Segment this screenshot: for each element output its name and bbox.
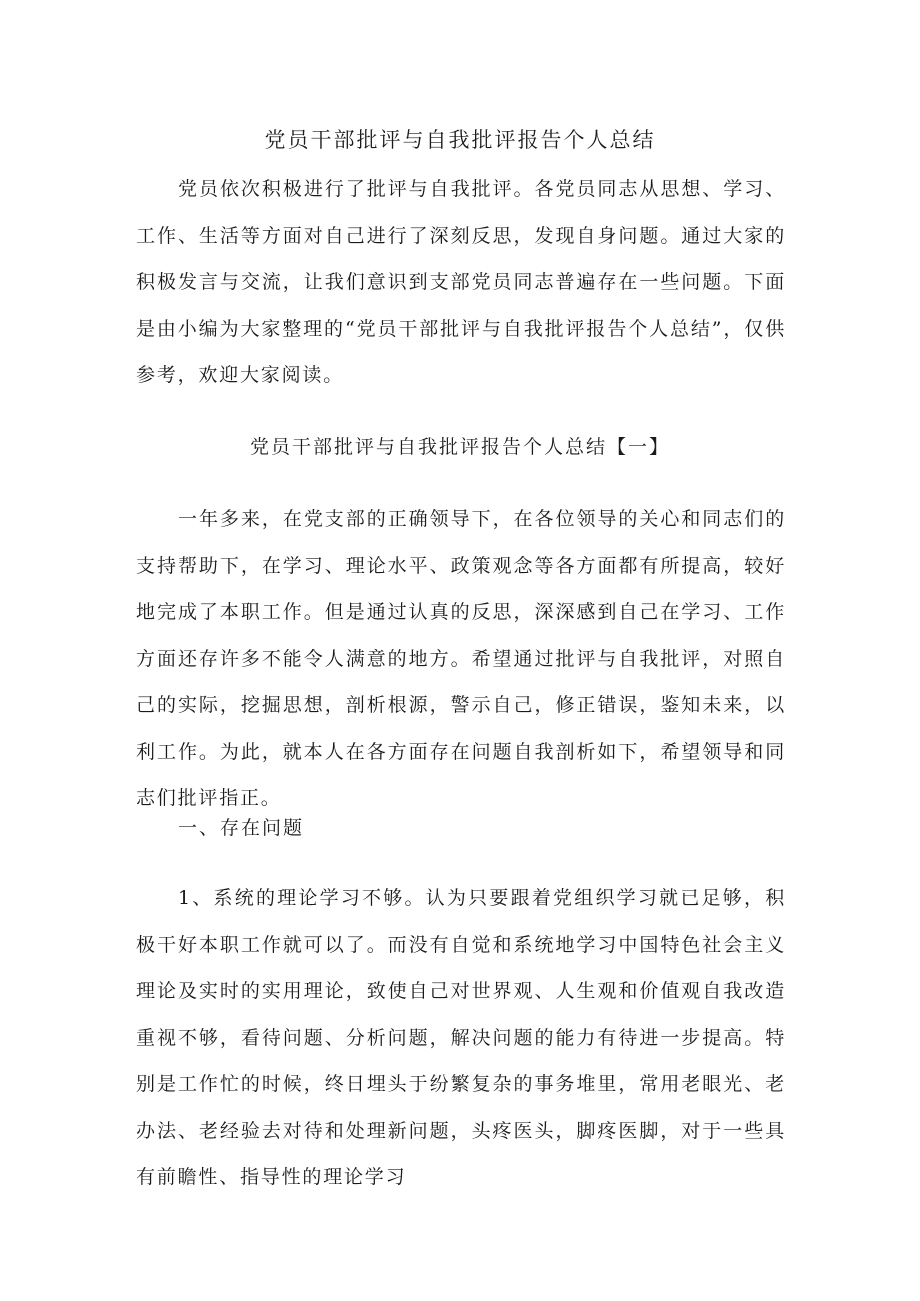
heading-existing-problems: 一、存在问题 [178,817,305,839]
document-title: 党员干部批评与自我批评报告个人总结 [264,128,656,152]
problem-item-1: 1、系统的理论学习不够。认为只要跟着党组织学习就已足够，积极干好本职工作就可以了。而没有自觉和系统地学习中国特色社会主义理论及实时的实用理论，致使自己对世界观、人生观和价值观自我改造重视不够，看待问题、分析问题，解决问题的能力有待进一步提高。特别是工作忙的时候，终日埋头于纷繁复杂的事务堆里，常用老眼光、老办法、老经验去对待和处理新问题，头疼医头，脚疼医脚，对于一些具有前瞻性、指导性的理论学习 [136,887,786,1188]
section-paragraph: 一年多来，在党支部的正确领导下，在各位领导的关心和同志们的支持帮助下，在学习、理论水平、政策观念等各方面都有所提高，较好地完成了本职工作。但是通过认真的反思，深深感到自己在学习、工作方面还存许多不能令人满意的地方。希望通过批评与自我批评，对照自己的实际，挖掘思想，剖析根源，警示自己，修正错误，鉴知未来，以利工作。为此，就本人在各方面存在问题自我剖析如下，希望领导和同志们批评指正。 [136,508,786,809]
section-title: 党员干部批评与自我批评报告个人总结【一】 [249,436,670,458]
intro-paragraph: 党员依次积极进行了批评与自我批评。各党员同志从思想、学习、工作、生活等方面对自己进行了深刻反思，发现自身问题。通过大家的积极发言与交流，让我们意识到支部党员同志普遍存在一些问题。下面是由小编为大家整理的“党员干部批评与自我批评报告个人总结”，仅供参考，欢迎大家阅读。 [136,178,786,386]
